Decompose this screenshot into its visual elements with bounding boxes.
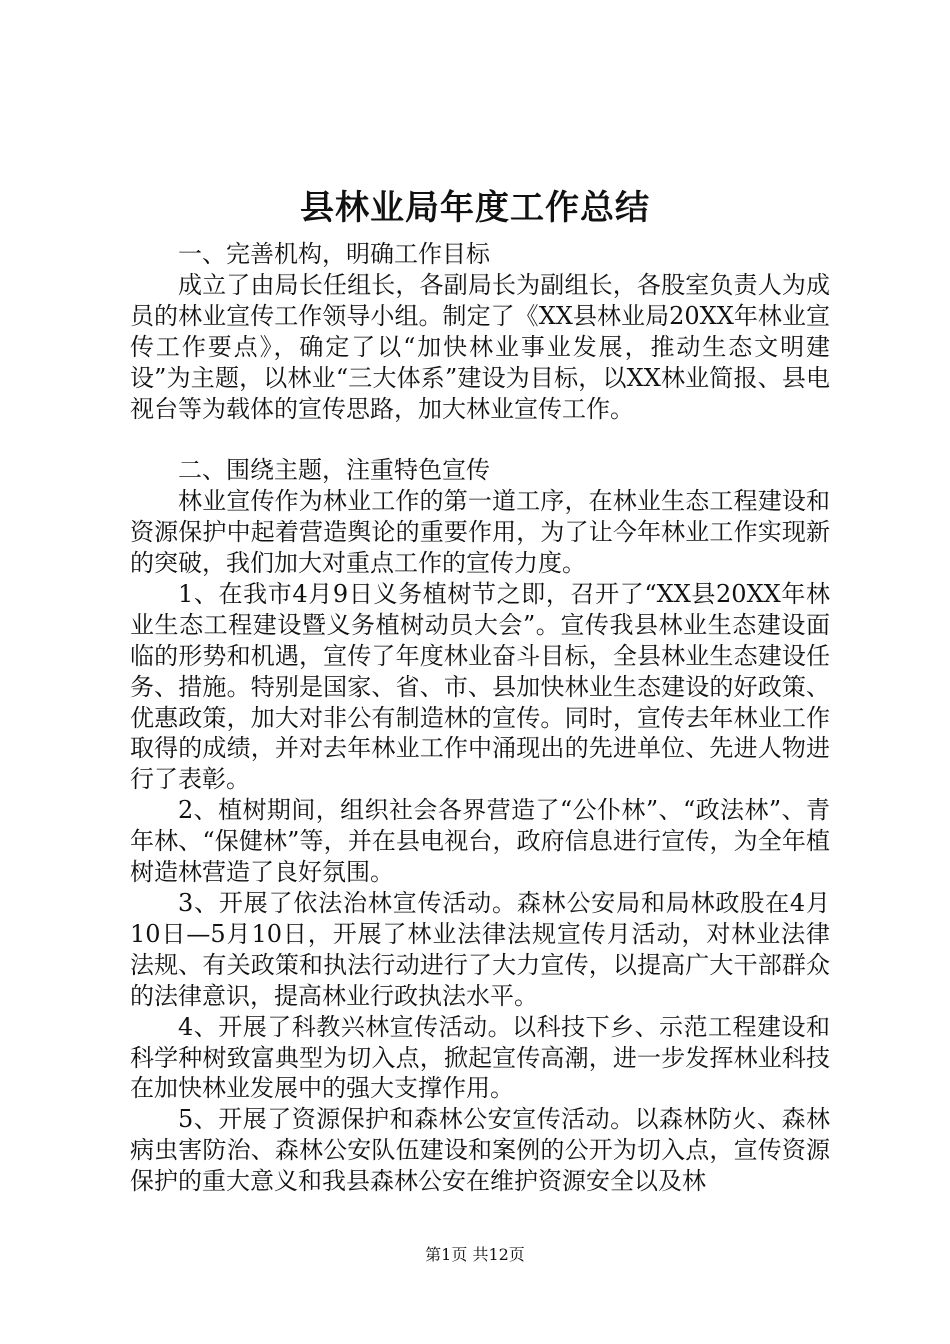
document-body: [130, 239, 830, 1197]
paragraph: 2、植树期间，组织社会各界营造了“公仆林”、“政法林”、青年林、“保健林”等，并在县电视台，政府信息进行宣传，为全年植树造林营造了良好氛围。: [130, 796, 830, 887]
paragraph: 5、开展了资源保护和森林公安宣传活动。以森林防火、森林病虫害防治、森林公安队伍建设和案例的公开为切入点，宣传资源保护的重大意义和我县森林公安在维护资源安全以及林: [130, 1105, 830, 1196]
section-heading: 二、围绕主题，注重特色宣传: [178, 456, 490, 485]
paragraph: 4、开展了科教兴林宣传活动。以科技下乡、示范工程建设和科学种树致富典型为切入点，掀起宣传高潮，进一步发挥林业科技在加快林业发展中的强大支撑作用。: [130, 1012, 830, 1103]
paragraph: 1、在我市4月9日义务植树节之即，召开了“XX县20XX年林业生态工程建设暨义务植树动员大会”。宣传我县林业生态建设面临的形势和机遇，宣传了年度林业奋斗目标，全县林业生态建设任务、措施。特别是国家、省、市、县加快林业生态建设的好政策、优惠政策，加大对非公有制造林的宣传。同时，宣传去年林业工作取得的成绩，并对去年林业工作中涌现出的先进单位、先进人物进行了表彰。: [130, 579, 830, 794]
paragraph: 林业宣传作为林业工作的第一道工序，在林业生态工程建设和资源保护中起着营造舆论的重要作用，为了让今年林业工作实现新的突破，我们加大对重点工作的宣传力度。: [130, 487, 830, 578]
section-heading: 一、完善机构，明确工作目标: [178, 240, 490, 268]
paragraph: 成立了由局长任组长，各副局长为副组长，各股室负责人为成员的林业宣传工作领导小组。制定了《XX县林业局20XX年林业宣传工作要点》，确定了以“加快林业事业发展，推动生态文明建设”为主题，以林业“三大体系”建设为目标，以XX林业简报、县电视台等为载体的宣传思路，加大林业宣传工作。: [130, 270, 830, 423]
section-spacer: [130, 424, 830, 455]
page-footer: 第1页 共12页: [425, 1245, 525, 1264]
paragraph: 3、开展了依法治林宣传活动。森林公安局和局林政股在4月10日—5月10日，开展了林业法律法规宣传月活动，对林业法律法规、有关政策和执法行动进行了大力宣传，以提高广大干部群众的法律意识，提高林业行政执法水平。: [130, 889, 830, 1010]
page-title: 县林业局年度工作总结: [300, 188, 650, 228]
